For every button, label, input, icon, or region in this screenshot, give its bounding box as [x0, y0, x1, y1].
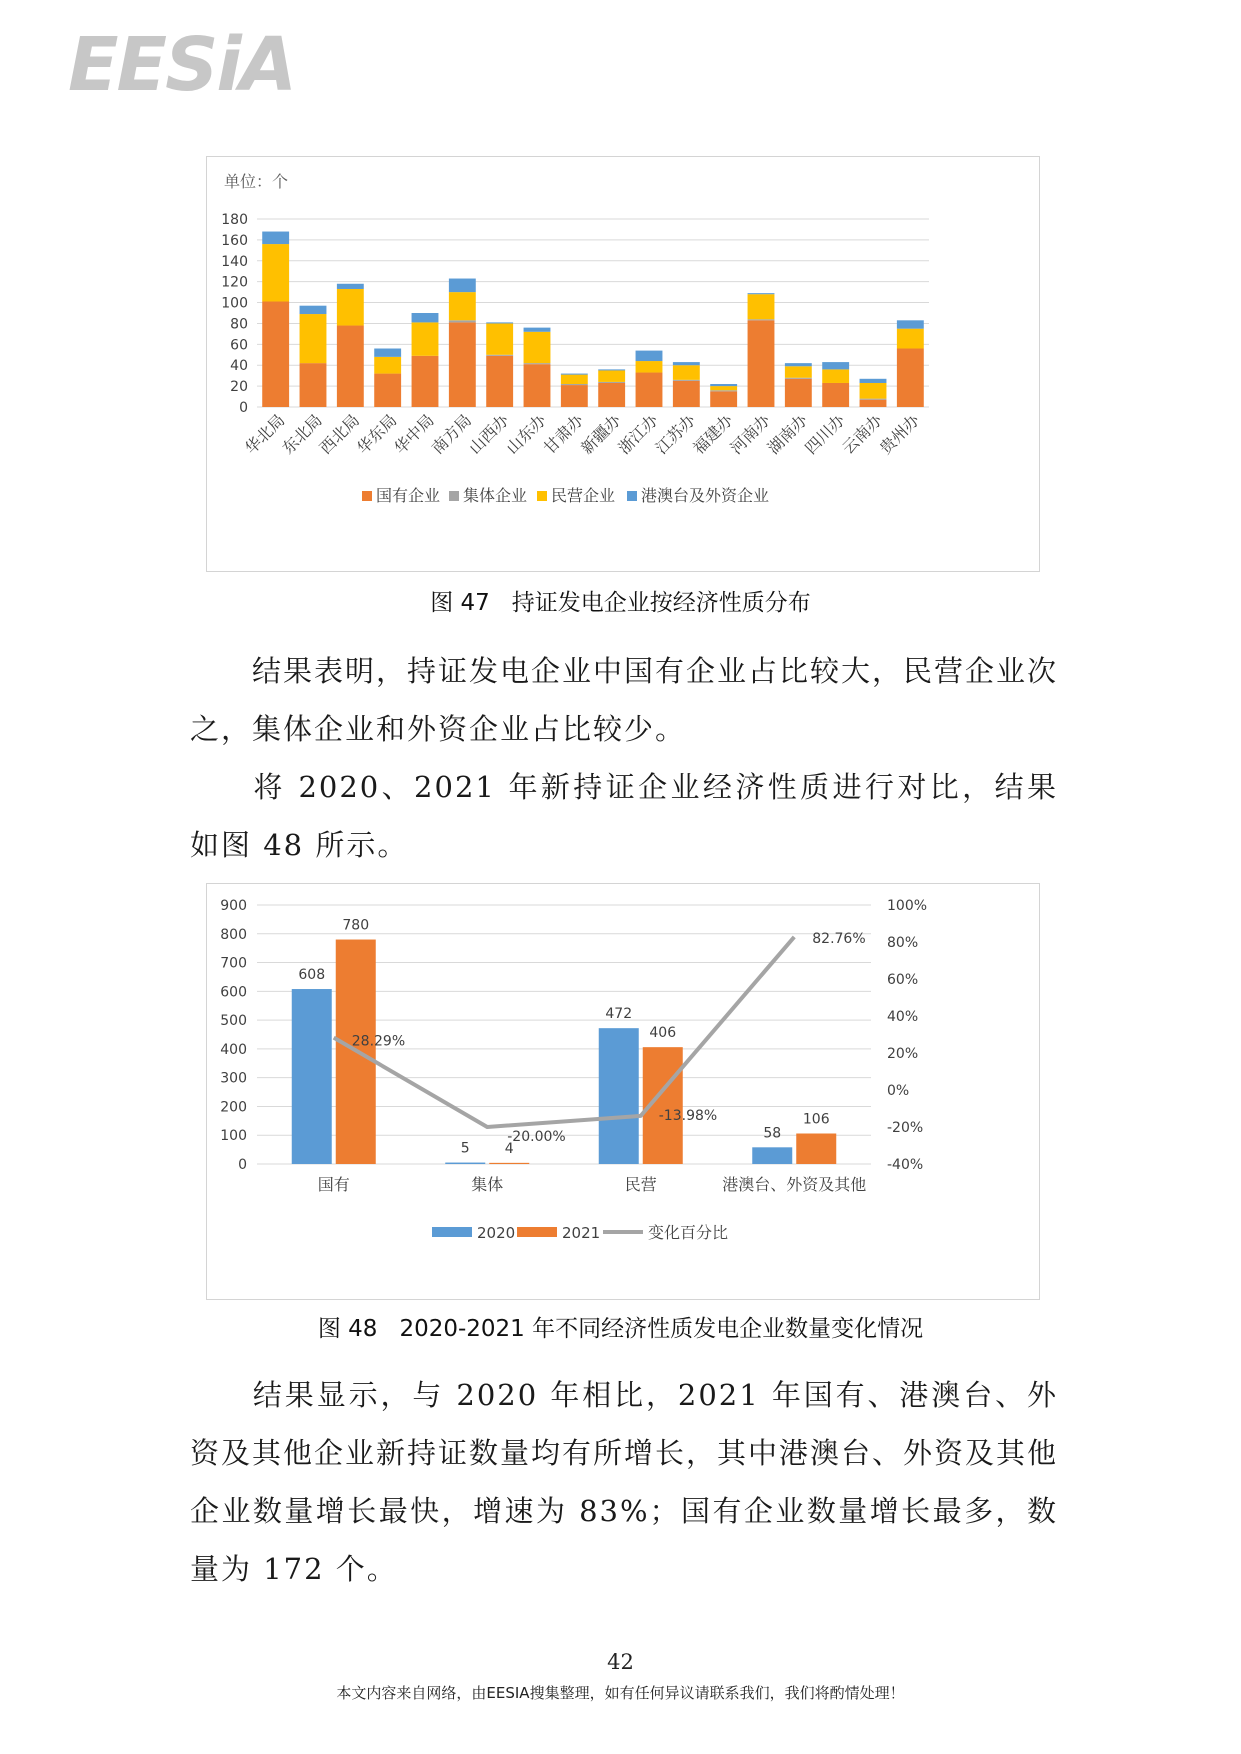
x-tick-label: 湖南办: [763, 410, 812, 458]
bar-value-label: 406: [649, 1025, 677, 1042]
y-tick-label: 700: [220, 955, 247, 972]
x-tick-label: 浙江办: [614, 410, 662, 458]
paragraph-1: [190, 642, 1058, 758]
x-tick-label: 国有: [317, 1175, 350, 1194]
bar-segment: [897, 320, 924, 328]
x-tick-label: 云南办: [838, 410, 886, 458]
y-tick-label: 800: [220, 926, 247, 943]
bar-segment: [822, 369, 849, 383]
bar-segment: [524, 364, 551, 407]
bar-segment: [710, 390, 737, 391]
y2-tick-label: 40%: [887, 1009, 919, 1025]
x-tick-label: 福建办: [689, 410, 737, 458]
bar-segment: [412, 356, 439, 407]
line-value-label: -20.00%: [507, 1129, 566, 1145]
bar-segment: [860, 399, 887, 400]
y-tick-label: 180: [221, 212, 248, 228]
y2-tick-label: 60%: [887, 972, 919, 988]
legend-swatch: [362, 491, 372, 501]
bar-segment: [300, 363, 327, 407]
x-tick-label: 山西办: [465, 410, 513, 458]
y-tick-label: 400: [220, 1041, 247, 1058]
y-tick-label: 60: [230, 337, 248, 354]
x-tick-label: 山东办: [502, 410, 550, 458]
bar: [752, 1147, 792, 1164]
bar-segment: [673, 362, 700, 365]
bar-segment: [374, 357, 401, 374]
bar-value-label: 58: [763, 1125, 782, 1142]
x-tick-label: 贵州办: [875, 410, 924, 458]
bar-segment: [636, 361, 663, 372]
bar-segment: [561, 374, 588, 375]
bar: [445, 1163, 485, 1164]
legend-swatch: [449, 491, 459, 501]
bar-segment: [561, 384, 588, 385]
bar: [489, 1163, 529, 1164]
bar-segment: [561, 375, 588, 384]
bar-segment: [748, 293, 775, 294]
bar: [292, 989, 332, 1164]
y-tick-label: 900: [220, 898, 247, 914]
paragraph-2: [190, 758, 1058, 874]
figure-48-caption-number: 图 48: [317, 1316, 378, 1342]
legend-swatch: [517, 1227, 557, 1237]
bar-segment: [710, 384, 737, 386]
bar-segment: [337, 289, 364, 326]
footer-note: 本文内容来自网络，由EESIA搜集整理，如有任何异议请联系我们，我们将酌情处理！: [336, 1684, 905, 1702]
x-tick-label: 新疆办: [577, 410, 625, 458]
bar-segment: [598, 383, 625, 407]
bar-segment: [300, 314, 327, 363]
bar-segment: [374, 374, 401, 407]
y-tick-label: 140: [221, 253, 248, 270]
bar-segment: [822, 383, 849, 407]
y2-tick-label: -20%: [887, 1120, 924, 1136]
bar-segment: [486, 322, 513, 323]
bar-segment: [262, 232, 289, 245]
paragraph-2-text: 将 2020、2021 年新持证企业经济性质进行对比，结果如图 48 所示。: [190, 770, 1058, 862]
unit-label: 单位：个: [224, 172, 289, 191]
y-tick-label: 200: [220, 1099, 247, 1116]
bar-segment: [524, 332, 551, 363]
y2-tick-label: 100%: [887, 898, 928, 914]
bar-segment: [412, 313, 439, 322]
legend-label: 集体企业: [463, 486, 528, 505]
figure-47-caption: [0, 584, 1241, 617]
bar-segment: [897, 349, 924, 407]
y-tick-label: 0: [239, 400, 248, 416]
bar-segment: [860, 379, 887, 383]
bar-segment: [673, 380, 700, 381]
x-tick-label: 河南办: [726, 410, 774, 458]
x-tick-label: 集体: [471, 1175, 504, 1194]
figure-48-caption-text: 2020-2021 年不同经济性质发电企业数量变化情况: [399, 1316, 924, 1342]
x-tick-label: 四川办: [801, 410, 849, 458]
bar-segment: [524, 328, 551, 332]
x-tick-label: 港澳台、外资及其他: [722, 1175, 867, 1194]
x-tick-label: 华北局: [241, 410, 289, 458]
page-number: 42: [607, 1650, 634, 1674]
bar-segment: [860, 400, 887, 407]
figure-47-caption-text: 持证发电企业按经济性质分布: [511, 590, 811, 616]
y-tick-label: 0: [238, 1157, 247, 1173]
bar-segment: [897, 329, 924, 349]
paragraph-3-text: 结果显示，与 2020 年相比，2021 年国有、港澳台、外资及其他企业新持证数量均有所增长，其中港澳台、外资及其他企业数量增长最快，增速为 83%；国有企业数量增长最多，数量为 172 个。: [190, 1378, 1059, 1586]
bar-segment: [524, 363, 551, 364]
bar: [599, 1028, 639, 1164]
x-tick-label: 南方局: [427, 410, 476, 458]
paragraph-3: [190, 1366, 1058, 1598]
legend-swatch: [627, 491, 637, 501]
y-tick-label: 600: [220, 984, 247, 1001]
y-tick-label: 120: [221, 274, 248, 291]
figure-48-caption: [0, 1310, 1241, 1343]
y2-tick-label: -40%: [887, 1157, 924, 1173]
x-tick-label: 西北局: [315, 410, 364, 458]
bar-segment: [673, 381, 700, 407]
bar-segment: [449, 279, 476, 293]
bar-value-label: 780: [342, 917, 370, 934]
y-tick-label: 500: [220, 1013, 247, 1030]
bar-segment: [710, 386, 737, 390]
bar-segment: [785, 363, 812, 366]
x-tick-label: 江苏办: [651, 410, 700, 458]
bar-value-label: 608: [298, 967, 326, 984]
y2-tick-label: 20%: [887, 1046, 919, 1062]
figure-47-chart: [206, 156, 1040, 572]
bar-value-label: 4: [504, 1140, 514, 1157]
legend-label: 民营企业: [551, 486, 616, 505]
bar-segment: [710, 391, 737, 407]
legend-swatch: [432, 1227, 472, 1237]
bar-segment: [486, 323, 513, 354]
bar: [796, 1133, 836, 1164]
line-value-label: -13.98%: [658, 1107, 718, 1124]
bar-segment: [748, 294, 775, 319]
bar-segment: [598, 370, 625, 381]
legend-swatch: [537, 491, 547, 501]
y-tick-label: 100: [221, 295, 248, 312]
legend-label: 变化百分比: [648, 1223, 729, 1242]
bar-value-label: 472: [605, 1006, 633, 1023]
y-tick-label: 300: [220, 1070, 247, 1087]
y2-tick-label: 80%: [887, 935, 919, 951]
figure-47-caption-number: 图 47: [430, 590, 490, 616]
combo-bar-line-chart-svg: [207, 884, 1039, 1299]
bar-segment: [374, 349, 401, 357]
bar-segment: [860, 383, 887, 399]
line-value-label: 82.76%: [812, 930, 866, 947]
x-tick-label: 民营: [624, 1175, 657, 1194]
bar-segment: [337, 284, 364, 289]
legend-label: 港澳台及外资企业: [641, 486, 770, 505]
eesia-logo: EESiA: [68, 22, 296, 108]
bar-segment: [449, 322, 476, 407]
bar-segment: [561, 385, 588, 407]
bar-segment: [598, 382, 625, 383]
stacked-bar-chart-svg: [207, 157, 1039, 571]
y-tick-label: 40: [230, 358, 248, 375]
bar-segment: [785, 378, 812, 379]
bar-segment: [486, 355, 513, 356]
bar-value-label: 5: [460, 1140, 470, 1157]
x-tick-label: 华东局: [353, 410, 401, 458]
y-tick-label: 80: [230, 316, 248, 333]
y-tick-label: 20: [230, 379, 248, 396]
bar-segment: [785, 366, 812, 377]
bar-segment: [262, 244, 289, 301]
bar-segment: [486, 356, 513, 407]
y-tick-label: 160: [221, 232, 248, 249]
bar-segment: [636, 351, 663, 361]
bar-segment: [300, 306, 327, 314]
y2-tick-label: 0%: [887, 1083, 910, 1099]
bar-segment: [636, 373, 663, 407]
bar-segment: [449, 320, 476, 322]
bar-segment: [262, 302, 289, 407]
paragraph-1-text: 结果表明，持证发电企业中国有企业占比较大，民营企业次之，集体企业和外资企业占比较少。: [190, 654, 1059, 746]
line-value-label: 28.29%: [351, 1033, 406, 1050]
bar-segment: [337, 326, 364, 407]
bar-segment: [748, 320, 775, 407]
bar-segment: [673, 365, 700, 380]
legend-label: 2021: [562, 1224, 601, 1242]
legend-label: 2020: [477, 1224, 516, 1242]
change-percent-line: [334, 937, 795, 1127]
x-tick-label: 华中局: [390, 410, 438, 458]
bar-segment: [449, 292, 476, 320]
figure-48-chart: [206, 883, 1040, 1300]
bar-segment: [748, 319, 775, 320]
bar-segment: [598, 369, 625, 370]
bar-segment: [785, 379, 812, 407]
x-tick-label: 东北局: [278, 410, 326, 458]
legend-label: 国有企业: [376, 486, 441, 505]
bar-value-label: 106: [802, 1111, 830, 1128]
bar-segment: [412, 322, 439, 355]
y-tick-label: 100: [220, 1128, 247, 1145]
bar-segment: [822, 362, 849, 369]
x-tick-label: 甘肃办: [539, 410, 588, 458]
